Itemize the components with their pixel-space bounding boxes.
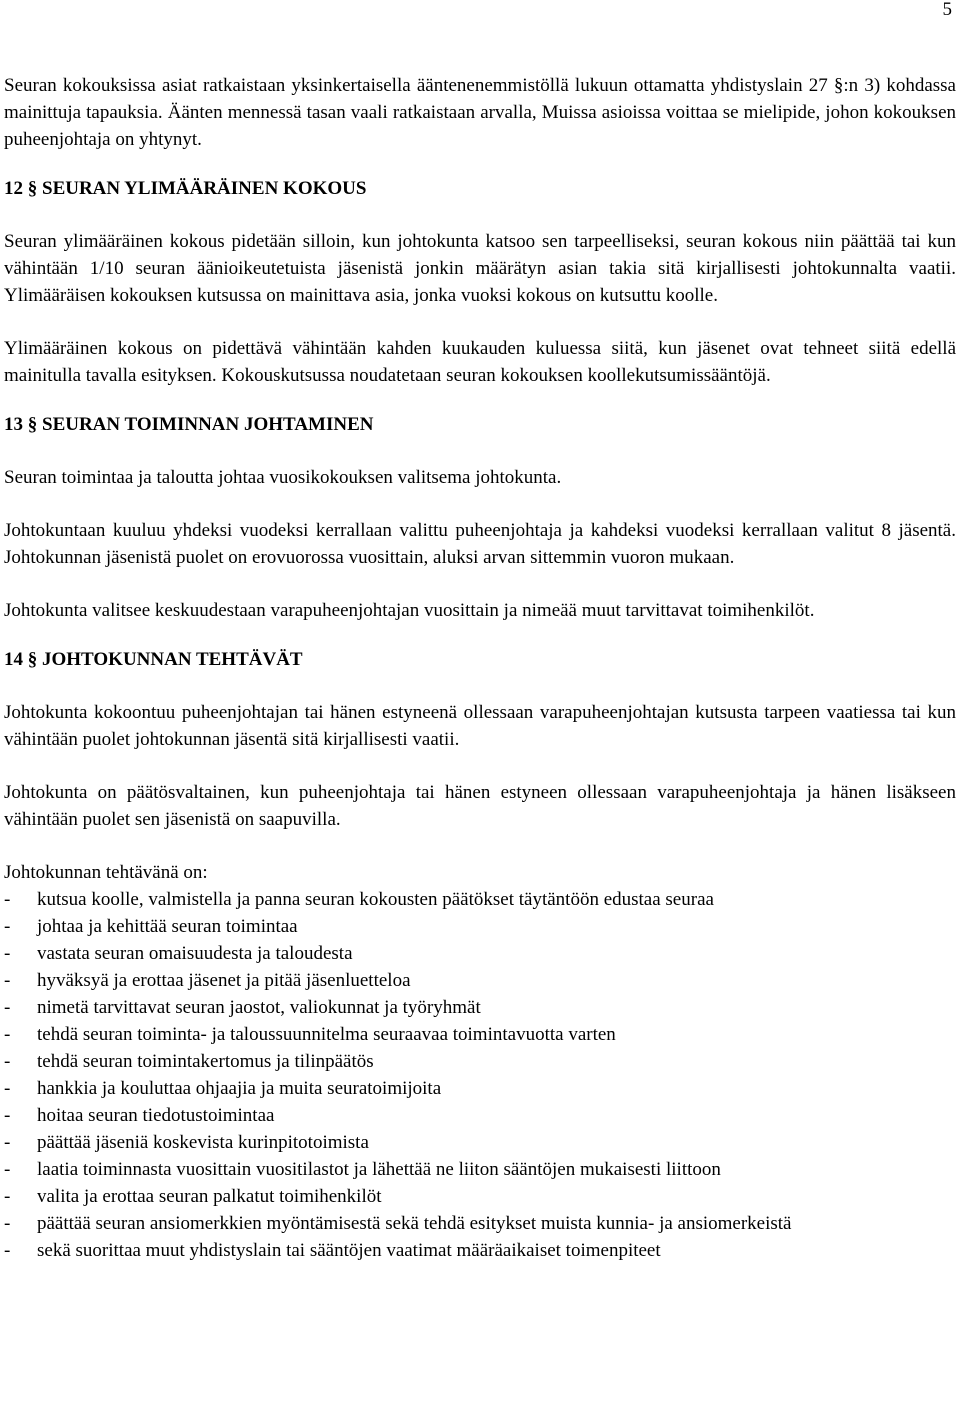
section-12-paragraph-1: Seuran ylimääräinen kokous pidetään silloin, kun johtokunta katsoo sen tarpeelliseksi, seuran kokous niin päättää tai kun vähintään 1/10 seuran äänioikeutetuista jäsenistä jonkin määrätyn asian takia sitä kirjallisesti johtokunnalta vaatii. Ylimääräisen kokouksen kutsussa on mainittava asia, jonka vuoksi kokous on kutsuttu koolle. — [4, 231, 956, 306]
duty-text: päättää seuran ansiomerkkien myöntämisestä sekä tehdä esitykset muista kunnia- ja ansiomerkeistä — [37, 1213, 792, 1234]
duty-text: hoitaa seuran tiedotustoimintaa — [37, 1105, 275, 1126]
duty-list-item — [4, 1237, 956, 1264]
list-dash: - — [4, 1105, 11, 1126]
duty-text: tehdä seuran toiminta- ja taloussuunnitelma seuraavaa toimintavuotta varten — [37, 1024, 616, 1045]
list-dash: - — [4, 1132, 11, 1153]
list-dash: - — [4, 1051, 11, 1072]
duty-list-item — [4, 1156, 956, 1183]
section-12-paragraph-2: Ylimääräinen kokous on pidettävä vähintään kahden kuukauden kuluessa siitä, kun jäsenet ovat tehneet siitä edellä mainitulla tavalla esityksen. Kokouskutsussa noudatetaan seuran kokouksen koollekutsumissääntöjä. — [4, 338, 956, 386]
list-dash: - — [4, 970, 11, 991]
duty-text: tehdä seuran toimintakertomus ja tilinpäätös — [37, 1051, 374, 1072]
duties-list — [4, 886, 956, 1264]
duty-text: kutsua koolle, valmistella ja panna seuran kokousten päätökset täytäntöön edustaa seuraa — [37, 889, 714, 910]
list-dash: - — [4, 1186, 11, 1207]
duty-list-item — [4, 1075, 956, 1102]
duty-text: valita ja erottaa seuran palkatut toimihenkilöt — [37, 1186, 382, 1207]
duties-list-intro: Johtokunnan tehtävänä on: — [4, 862, 208, 883]
duty-list-item — [4, 1129, 956, 1156]
list-dash: - — [4, 916, 11, 937]
duty-text: hyväksyä ja erottaa jäsenet ja pitää jäsenluetteloa — [37, 970, 411, 991]
page-number: 5 — [942, 0, 952, 20]
duty-text: vastata seuran omaisuudesta ja taloudesta — [37, 943, 353, 964]
duty-list-item — [4, 913, 956, 940]
section-13-paragraph-3: Johtokunta valitsee keskuudestaan varapuheenjohtajan vuosittain ja nimeää muut tarvittavat toimihenkilöt. — [4, 600, 815, 621]
list-dash: - — [4, 889, 11, 910]
section-13-paragraph-2: Johtokuntaan kuuluu yhdeksi vuodeksi kerrallaan valittu puheenjohtaja ja kahdeksi vuodeksi kerrallaan valitut 8 jäsentä. Johtokunnan jäsenistä puolet on erovuorossa vuosittain, aluksi arvan sittemmin vuoron mukaan. — [4, 520, 956, 568]
list-dash: - — [4, 1078, 11, 1099]
section-14-paragraph-1: Johtokunta kokoontuu puheenjohtajan tai hänen estyneenä ollessaan varapuheenjohtajan kutsusta tarpeen vaatiessa tai kun vähintään puolet johtokunnan jäsentä sitä kirjallisesti vaatii. — [4, 702, 956, 750]
duty-list-item — [4, 1183, 956, 1210]
duty-text: johtaa ja kehittää seuran toimintaa — [37, 916, 298, 937]
list-dash: - — [4, 997, 11, 1018]
section-14-paragraph-2: Johtokunta on päätösvaltainen, kun puheenjohtaja tai hänen estyneen ollessaan varapuheenjohtaja ja hänen lisäkseen vähintään puolet sen jäsenistä on saapuvilla. — [4, 782, 956, 830]
duty-text: nimetä tarvittavat seuran jaostot, valiokunnat ja työryhmät — [37, 997, 481, 1018]
section-13-paragraph-1: Seuran toimintaa ja taloutta johtaa vuosikokouksen valitsema johtokunta. — [4, 467, 562, 488]
intro-paragraph: Seuran kokouksissa asiat ratkaistaan yksinkertaisella ääntenenemmistöllä lukuun ottamatta yhdistyslain 27 §:n 3) kohdassa mainittuja tapauksia. Äänten mennessä tasan vaali ratkaistaan arvalla, Muissa asioissa voittaa se mielipide, johon kokouksen puheenjohtaja on yhtynyt. — [4, 75, 956, 150]
duty-list-item — [4, 940, 956, 967]
list-dash: - — [4, 1240, 11, 1261]
duty-list-item — [4, 1021, 956, 1048]
duty-list-item — [4, 1210, 956, 1237]
duty-text: hankkia ja kouluttaa ohjaajia ja muita seuratoimijoita — [37, 1078, 442, 1099]
duty-text: sekä suorittaa muut yhdistyslain tai sääntöjen vaatimat määräaikaiset toimenpiteet — [37, 1240, 661, 1261]
duty-text: laatia toiminnasta vuosittain vuositilastot ja lähettää ne liiton sääntöjen mukaisesti liittoon — [37, 1159, 721, 1180]
duty-list-item — [4, 886, 956, 913]
list-dash: - — [4, 1213, 11, 1234]
list-dash: - — [4, 1159, 11, 1180]
section-12-heading: 12 § SEURAN YLIMÄÄRÄINEN KOKOUS — [4, 178, 367, 199]
list-dash: - — [4, 943, 11, 964]
duty-text: päättää jäseniä koskevista kurinpitotoimista — [37, 1132, 369, 1153]
section-13-heading: 13 § SEURAN TOIMINNAN JOHTAMINEN — [4, 414, 374, 435]
duty-list-item — [4, 1102, 956, 1129]
list-dash: - — [4, 1024, 11, 1045]
duty-list-item — [4, 967, 956, 994]
document-body — [4, 72, 956, 1264]
duty-list-item — [4, 994, 956, 1021]
section-14-heading: 14 § JOHTOKUNNAN TEHTÄVÄT — [4, 649, 303, 670]
duty-list-item — [4, 1048, 956, 1075]
